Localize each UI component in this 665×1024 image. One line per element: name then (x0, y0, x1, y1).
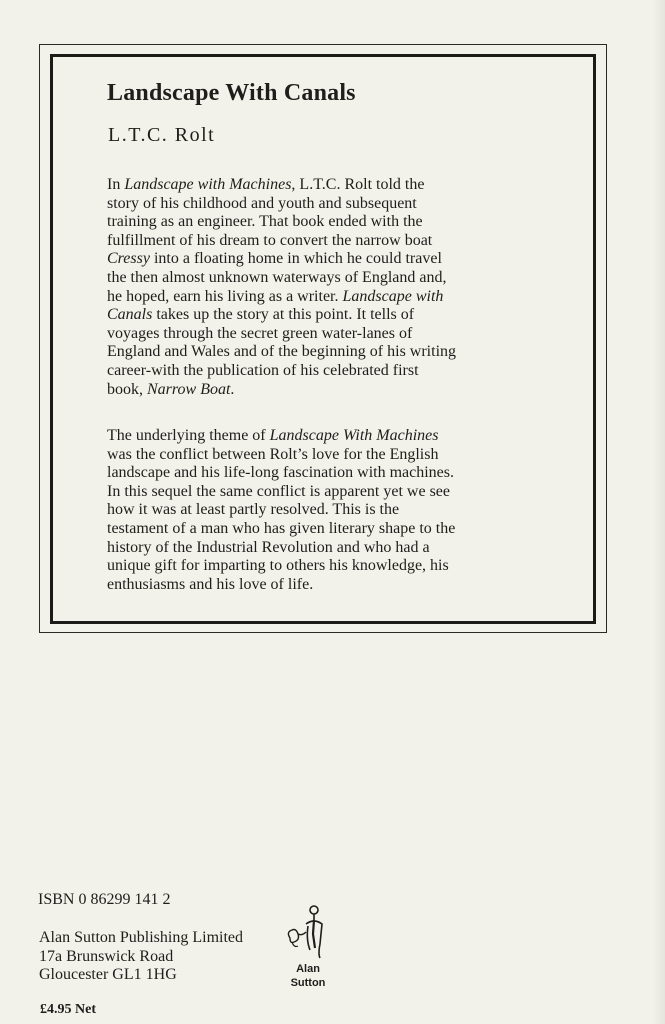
price-label: £4.95 Net (40, 1002, 96, 1017)
italic-book-title: Cressy (107, 250, 150, 268)
blurb-text: the then almost unknown waterways of England and, (107, 268, 447, 286)
publisher-street: 17a Brunswick Road (39, 947, 174, 965)
publisher-address (39, 929, 243, 985)
blurb-text: fulfillment of his dream to convert the narrow boat (107, 231, 433, 249)
blurb-line (107, 288, 547, 307)
blurb-line (107, 501, 547, 520)
blurb-paragraph-1 (107, 176, 547, 399)
publisher-city: Gloucester GL1 1HG (39, 966, 177, 983)
blurb-text: In this sequel the same conflict is apparent yet we see (107, 482, 450, 500)
blurb-text: enthusiasms and his love of life. (107, 575, 314, 593)
blurb-line (107, 213, 547, 232)
blurb-line (107, 557, 547, 576)
book-title: Landscape With Canals (107, 80, 356, 106)
blurb-line (107, 176, 547, 195)
blurb-paragraph-2 (107, 427, 547, 594)
blurb-line (107, 232, 547, 251)
isbn-number: ISBN 0 86299 141 2 (38, 891, 171, 908)
blurb-text: testament of a man who has given literary shape to the (107, 519, 456, 537)
author-name: L.T.C. Rolt (108, 124, 216, 146)
blurb-line (107, 520, 547, 539)
blurb-text: he hoped, earn his living as a writer. (107, 287, 343, 305)
blurb-text: how it was at least partly resolved. This is the (107, 501, 400, 519)
blurb-text: In (107, 176, 125, 193)
blurb-text: , L.T.C. Rolt told the (291, 176, 425, 193)
blurb-text: story of his childhood and youth and subsequent (107, 194, 417, 212)
blurb-line (107, 483, 547, 502)
blurb-text: England and Wales and of the beginning of his writing (107, 343, 457, 361)
blurb-text: was the conflict between Rolt’s love for the English (107, 445, 439, 463)
italic-book-title: Narrow Boat (147, 380, 231, 398)
blurb-text: into a floating home in which he could travel (149, 250, 442, 268)
blurb-line (107, 343, 547, 362)
blurb-text: career-with the publication of his celebrated first (107, 361, 419, 379)
publisher-name: Alan Sutton Publishing Limited (39, 929, 244, 946)
logo-text-line-1: Alan (296, 963, 320, 975)
horse-figure-logo-icon (284, 904, 332, 960)
italic-book-title: Landscape with (342, 287, 444, 305)
page-edge-shadow (653, 0, 665, 1024)
blurb-text: takes up the story at this point. It tells of (152, 306, 415, 324)
blurb-line (107, 576, 547, 595)
blurb-text: book, (107, 380, 147, 398)
blurb-line (107, 446, 547, 465)
blurb-text: history of the Industrial Revolution and who had a (107, 538, 430, 556)
blurb-line (107, 381, 547, 400)
italic-book-title: Landscape With Machines (269, 427, 439, 444)
blurb-text: . (230, 380, 235, 398)
italic-book-title: Landscape with Machines (124, 176, 292, 193)
italic-book-title: Canals (107, 306, 153, 324)
blurb-line (107, 464, 547, 483)
publisher-logo-text (280, 962, 336, 990)
blurb-line (107, 539, 547, 558)
blurb-line (107, 427, 547, 446)
blurb-line (107, 325, 547, 344)
blurb-text: The underlying theme of (107, 427, 270, 444)
blurb-text: unique gift for imparting to others his knowledge, his (107, 557, 449, 575)
blurb-line (107, 250, 547, 269)
blurb-text: landscape and his life-long fascination with machines. (107, 464, 455, 482)
blurb-text: voyages through the secret green water-lanes of (107, 324, 413, 342)
blurb-line (107, 306, 547, 325)
blurb-line (107, 362, 547, 381)
logo-text-line-2: Sutton (290, 977, 326, 989)
blurb-line (107, 195, 547, 214)
blurb-line (107, 269, 547, 288)
blurb-text: training as an engineer. That book ended with the (107, 213, 423, 231)
